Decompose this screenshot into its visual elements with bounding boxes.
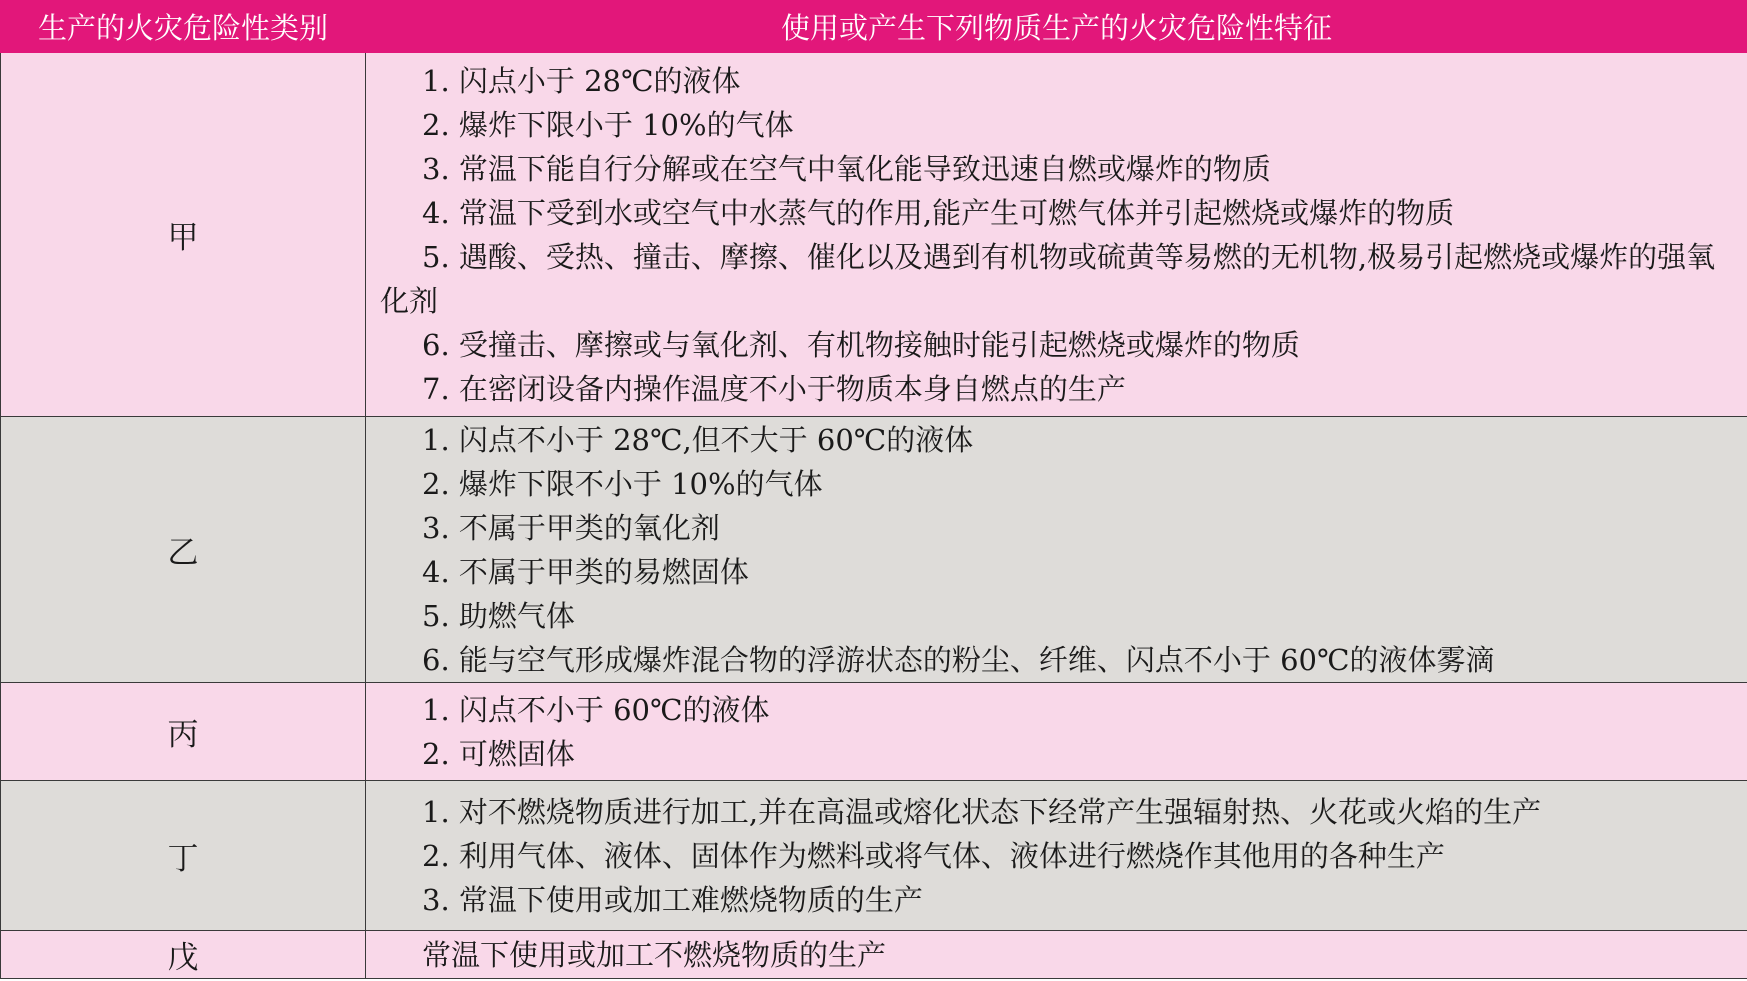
list-item: 6. 受撞击、摩擦或与氧化剂、有机物接触时能引起燃烧或爆炸的物质 <box>422 327 1300 362</box>
list-item: 4. 不属于甲类的易燃固体 <box>422 554 749 589</box>
list-item: 2. 利用气体、液体、固体作为燃料或将气体、液体进行燃烧作其他用的各种生产 <box>422 838 1445 873</box>
characteristics-list <box>380 688 1729 776</box>
list-item: 1. 闪点小于 28℃的液体 <box>422 63 741 98</box>
table-row <box>1 931 1747 979</box>
list-item: 2. 爆炸下限小于 10%的气体 <box>422 107 794 142</box>
category-cell: 乙 <box>1 417 366 683</box>
characteristics-cell <box>366 781 1747 931</box>
table-row <box>1 683 1747 781</box>
category-cell: 丁 <box>1 781 366 931</box>
characteristics-list <box>380 790 1729 922</box>
category-cell: 甲 <box>1 53 366 417</box>
list-item: 4. 常温下受到水或空气中水蒸气的作用,能产生可燃气体并引起燃烧或爆炸的物质 <box>422 195 1455 230</box>
header-category: 生产的火灾危险性类别 <box>1 1 366 53</box>
list-item: 6. 能与空气形成爆炸混合物的浮游状态的粉尘、纤维、闪点不小于 60℃的液体雾滴 <box>422 642 1495 677</box>
list-item: 1. 闪点不小于 60℃的液体 <box>422 692 770 727</box>
list-item: 3. 常温下能自行分解或在空气中氧化能导致迅速自燃或爆炸的物质 <box>422 151 1271 186</box>
category-cell: 丙 <box>1 683 366 781</box>
characteristics-cell <box>366 683 1747 781</box>
list-item: 5. 助燃气体 <box>422 598 575 633</box>
table-row <box>1 53 1747 417</box>
header-characteristics: 使用或产生下列物质生产的火灾危险性特征 <box>366 1 1747 53</box>
characteristics-list <box>380 59 1729 411</box>
list-item: 3. 常温下使用或加工难燃烧物质的生产 <box>422 882 923 917</box>
characteristics-cell <box>366 53 1747 417</box>
list-item: 2. 可燃固体 <box>422 736 575 771</box>
list-item: 5. 遇酸、受热、撞击、摩擦、催化以及遇到有机物或硫黄等易燃的无机物,极易引起燃烧或爆炸的强氧化剂 <box>380 239 1716 318</box>
list-item: 3. 不属于甲类的氧化剂 <box>422 510 720 545</box>
characteristics-cell <box>366 417 1747 683</box>
characteristics-cell <box>366 931 1747 979</box>
list-item: 1. 闪点不小于 28℃,但不大于 60℃的液体 <box>422 422 974 457</box>
table-header-row <box>1 1 1747 53</box>
list-item: 7. 在密闭设备内操作温度不小于物质本身自燃点的生产 <box>422 371 1126 406</box>
list-item: 2. 爆炸下限不小于 10%的气体 <box>422 466 823 501</box>
characteristics-list <box>380 418 1729 682</box>
table-row <box>1 417 1747 683</box>
characteristics-text: 常温下使用或加工不燃烧物质的生产 <box>422 937 887 972</box>
table-row <box>1 781 1747 931</box>
category-cell: 戊 <box>1 931 366 979</box>
list-item: 1. 对不燃烧物质进行加工,并在高温或熔化状态下经常产生强辐射热、火花或火焰的生产 <box>422 794 1542 829</box>
